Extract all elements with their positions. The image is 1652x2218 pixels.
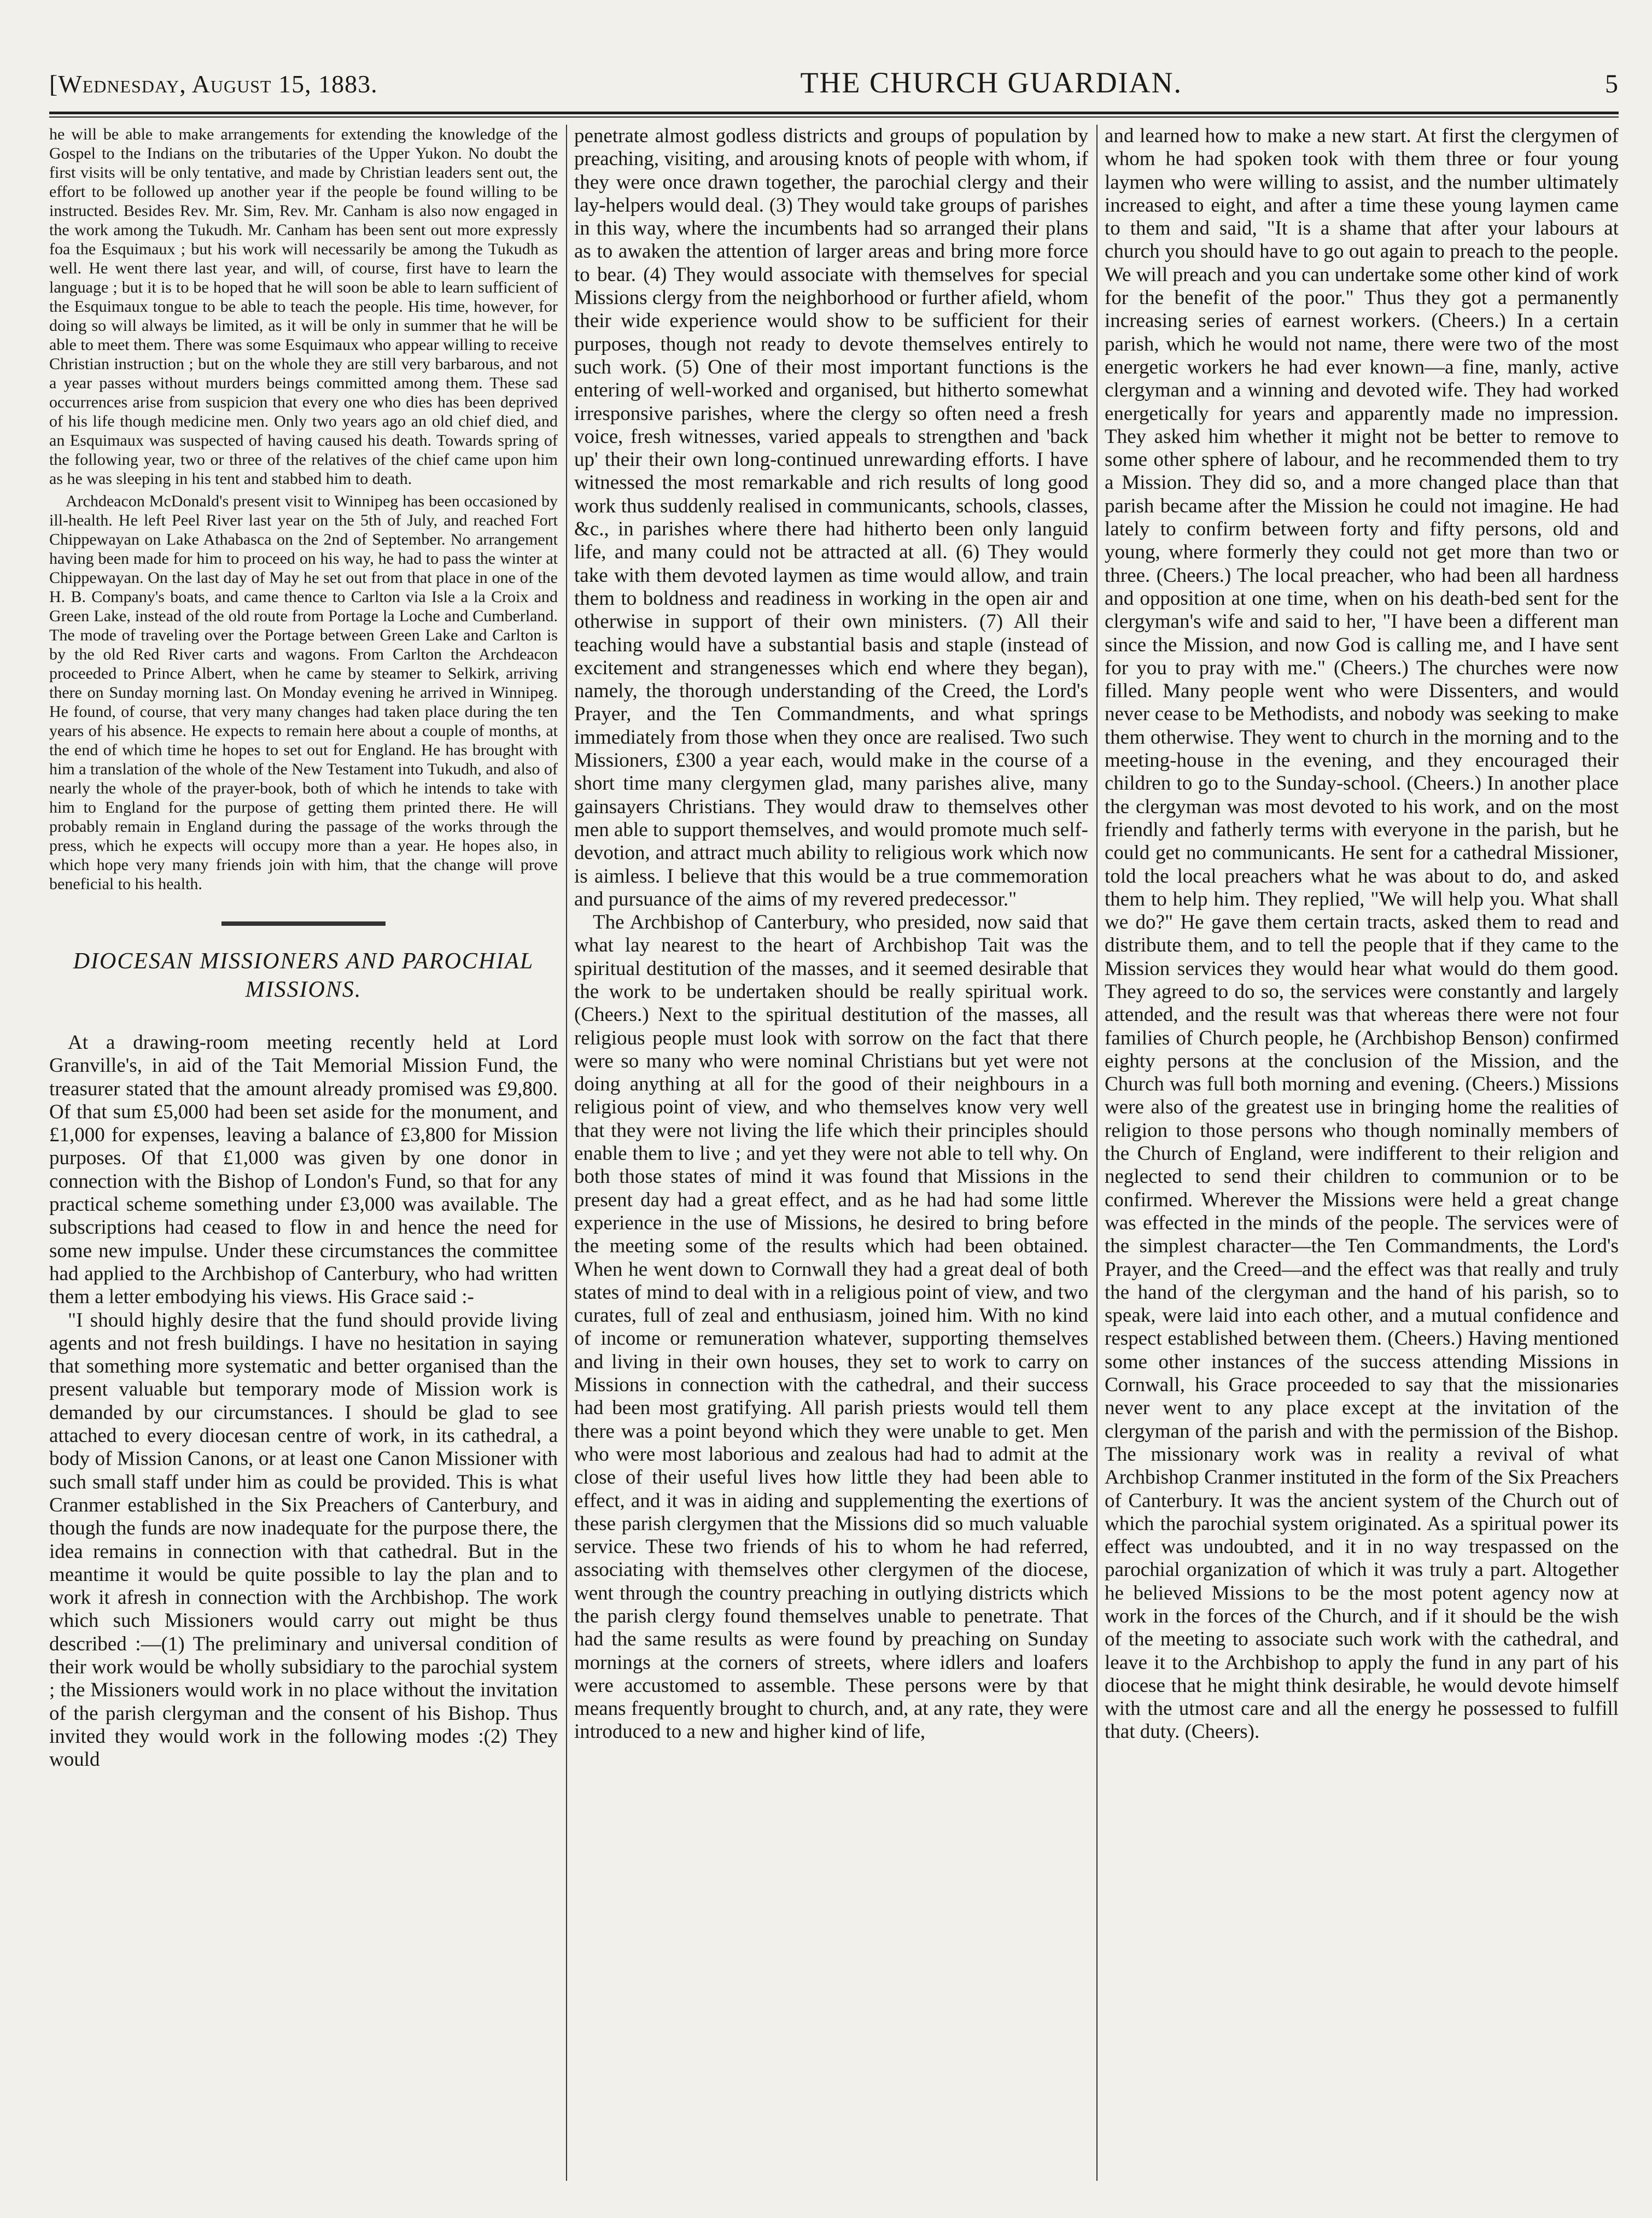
issue-date: [Wednesday, August 15, 1883. bbox=[49, 70, 378, 98]
column-divider bbox=[566, 125, 567, 2181]
paragraph: penetrate almost godless districts and groups of population by preaching, visiting, and arousing knots of people with whom, if they were once drawn together, the parochial clergy and their lay-helpers would deal. (3) They would take groups of parishes in this way, where the incumbents had so arranged their plans as to awaken the attention of larger areas and bring more force to bear. (4) They would associate with themselves for special Missions clergy from the neighborhood or further afield, whom their wide experience would show to be sufficient for their purposes, though not ready to devote themselves entirely to such work. (5) One of their most important functions is the entering of well-worked and organised, but hitherto somewhat irresponsive parishes, where the clergy so often need a fresh voice, fresh witnesses, varied appeals to strengthen and 'back up' their their own long-continued unrewarding efforts. I have witnessed the most remarkable and rich results of long good work thus suddenly realised in communicants, schools, classes, &c., in parishes where there had hitherto been only languid life, and many could not be attracted at all. (6) They would take with them devoted laymen as time would allow, and train them to boldness and readiness in working in the open air and otherwise in support of their own ministers. (7) All their teaching would have a substantial basis and staple (instead of excitement and strangenesses which end where they began), namely, the thorough understanding of the Creed, the Lord's Prayer, and the Ten Commandments, and what springs immediately from those when they once are realised. Two such Missioners, £300 a year each, would make in the course of a short time many clergymen glad, many parishes alive, many gainsayers Christians. They would draw to themselves other men able to support themselves, and would promote much self-devotion, and attract much ability to religious work which now is aimless. I believe that this would be a true commemoration and pursuance of the aims of my revered predecessor." bbox=[574, 125, 1088, 910]
column-1 bbox=[49, 125, 558, 2186]
page-number: 5 bbox=[1605, 69, 1619, 98]
section-divider-ornament bbox=[49, 908, 558, 931]
masthead-rule-thin bbox=[49, 116, 1619, 118]
article-body-continued bbox=[574, 125, 1088, 1744]
yukon-mission-report bbox=[49, 125, 558, 894]
newspaper-title: THE CHURCH GUARDIAN. bbox=[800, 66, 1183, 99]
paragraph: he will be able to make arrangements for extending the knowledge of the Gospel to the Indians on the tributaries of the Upper Yukon. No doubt the first visits will be only tentative, and made by Christian leaders sent out, the effort to be followed up another year if the people be found willing to be instructed. Besides Rev. Mr. Sim, Rev. Mr. Canham is also now engaged in the work among the Tukudh. Mr. Canham has been sent out more expressly foa the Esquimaux ; but his work will necessarily be among the Tukudh as well. He went there last year, and will, of course, first have to learn the language ; but it is to be hoped that he will soon be able to learn sufficient of the Esquimaux tongue to be able to teach the people. His time, however, for doing so will always be limited, as it will be only in summer that he will be able to meet them. There was some Esquimaux who appear willing to receive Christian instruction ; but on the whole they are still very barbarous, and not a year passes without murders beings committed among them. These sad occurrences arise from suspicion that every one who dies has been deprived of his life though medicine men. Only two years ago an old chief died, and an Esquimaux was suspected of having caused his death. Towards spring of the following year, two or three of the relatives of the chief came upon him as he was sleeping in his tent and stabbed him to death. bbox=[49, 125, 558, 488]
article-body-end bbox=[1105, 125, 1619, 1744]
paragraph: At a drawing-room meeting recently held at Lord Granville's, in aid of the Tait Memorial Mission Fund, the treasurer stated that the amount already promised was £9,800. Of that sum £5,000 had been set aside for the monument, and £1,000 for expenses, leaving a balance of £3,800 for Mission purposes. Of that £1,000 was given by one donor in connection with the Bishop of London's Fund, so that for any practical scheme something under £3,000 was available. The subscriptions had ceased to flow in and hence the need for some new impulse. Under these circumstances the committee had applied to the Archbishop of Canterbury, who had written them a letter embodying his views. His Grace said :- bbox=[49, 1031, 558, 1309]
paragraph: "I should highly desire that the fund should provide living agents and not fresh buildings. I have no hesitation in saying that something more systematic and better organised than the present valuable but temporary mode of Mission work is demanded by our circumstances. I should be glad to see attached to every diocesan centre of work, in its cathedral, a body of Mission Canons, or at least one Canon Missioner with such small staff under him as could be provided. This is what Cranmer established in the Six Preachers of Canterbury, and though the funds are now inadequate for the purpose there, the idea remains in connection with that cathedral. But in the meantime it would be quite possible to lay the plan and to work it afresh in connection with the Archbishop. The work which such Missioners would carry out might be thus described :—(1) The preliminary and universal condition of their work would be wholly subsidiary to the parochial system ; the Missioners would work in no place without the invitation of the parish clergyman and the consent of his Bishop. Thus invited they would work in the following modes :(2) They would bbox=[49, 1309, 558, 1771]
masthead-rule bbox=[49, 112, 1619, 114]
paragraph: and learned how to make a new start. At first the clergymen of whom he had spoken took with them three or four young laymen who were willing to assist, and the number ultimately increased to eight, and after a time these young laymen came to them and said, "It is a shame that after your labours at church you should have to go out again to preach to the people. We will preach and you can undertake some other kind of work for the benefit of the poor." Thus they got a permanently increasing series of earnest workers. (Cheers.) In a certain parish, which he would not name, there were two of the most energetic workers he had ever known—a fine, manly, active clergyman and a winning and devoted wife. They had worked energetically for years and apparently made no impression. They asked him whether it might not be better to remove to some other sphere of labour, and he recommended them to try a Mission. They did so, and a more changed place than that parish became after the Mission he could not imagine. He had lately to confirm between forty and fifty persons, old and young, where formerly they could not get more than two or three. (Cheers.) The local preacher, who had been all hardness and opposition at one time, when on his death-bed sent for the clergyman's wife and said to her, "I have been a different man since the Mission, and now God is calling me, and I have sent for you to pray with me." (Cheers.) The churches were now filled. Many people went who were Dissenters, and would never cease to be Methodists, and nobody was seeking to make them otherwise. They went to church in the morning and to the meeting-house in the evening, and they encouraged their children to go to the Sunday-school. (Cheers.) In another place the clergyman was most devoted to his work, and on the most friendly and fatherly terms with everyone in the parish, but he could get no communicants. He sent for a cathedral Missioner, told the local preachers what he was about to do, and asked them to help him. They replied, "We will help you. What shall we do?" He gave them certain tracts, asked them to read and distribute them, and to tell the people that if they came to the Mission services they would hear what would do them good. They agreed to do so, the services were constantly and largely attended, and the result was that whereas there were not four families of Church people, he (Archbishop Benson) confirmed eighty persons at the conclusion of the Mission, and the Church was full both morning and evening. (Cheers.) Missions were also of the greatest use in bringing home the realities of religion to those persons who though nominally members of the Church of England, were indifferent to their religion and neglected to send their children to communion or to be confirmed. Wherever the Missions were held a great change was effected in the minds of the people. The services were of the simplest character—the Ten Commandments, the Lord's Prayer, and the Creed—and the effect was that really and truly the hand of the clergyman and the hand of his parish, so to speak, were laid into each other, and a mutual confidence and respect established between them. (Cheers.) Having mentioned some other instances of the success attending Missions in Cornwall, his Grace proceeded to say that the missionaries never went to any place except at the invitation of the clergyman of the parish and with the permission of the Bishop. The missionary work was in reality a revival of what Archbishop Cranmer instituted in the form of the Six Preachers of Canterbury. It was the ancient system of the Church out of which the parochial system originated. As a spiritual power its effect was undoubted, and it in no way trespassed on the parochial organization of which it was truly a part. Altogether he believed Missions to be the most potent agency now at work in the forces of the Church, and if it should be the wish of the meeting to associate such work with the cathedral, and leave it to the Archbishop to apply the fund in any part of his diocese that he might think desirable, he would devote himself with the utmost care and all the energy he possessed to fulfill that duty. (Cheers). bbox=[1105, 125, 1619, 1743]
masthead bbox=[49, 66, 1619, 104]
column-3 bbox=[1105, 125, 1619, 2186]
newspaper-page bbox=[49, 66, 1619, 2187]
article-heading: DIOCESAN MISSIONERS AND PAROCHIAL MISSIONS. bbox=[73, 949, 534, 1002]
paragraph: Archdeacon McDonald's present visit to Winnipeg has been occasioned by ill-health. He left Peel River last year on the 5th of July, and reached Fort Chippewayan on Lake Athabasca on the 2nd of September. No arrangement having been made for him to proceed on his way, he had to pass the winter at Chippewayan. On the last day of May he set out from that place in one of the H. B. Company's boats, and came thence to Carlton via Isle a la Croix and Green Lake, instead of the old route from Portage la Loche and Cumberland. The mode of traveling over the Portage between Green Lake and Carlton is by the old Red River carts and wagons. From Carlton the Archdeacon proceeded to Prince Albert, when he came by steamer to Selkirk, arriving there on Sunday morning last. On Monday evening he arrived in Winnipeg. He found, of course, that very many changes had taken place during the ten years of his absence. He expects to remain here about a couple of months, at the end of which time he hopes to set out for England. He has brought with him a translation of the whole of the New Testament into Tukudh, and also of nearly the whole of the prayer-book, both of which he intends to take with him to England for the purpose of getting them printed there. He will probably remain in England during the passage of the works through the press, which he expects will occupy more than a year. He hopes also, in which hope very many friends join with him, that the change will prove beneficial to his health. bbox=[49, 492, 558, 893]
column-divider bbox=[1096, 125, 1098, 2181]
paragraph: The Archbishop of Canterbury, who presided, now said that what lay nearest to the heart of Archbishop Tait was the spiritual destitution of the masses, and it seemed desirable that the work to be undertaken should be really spiritual work. (Cheers.) Next to the spiritual destitution of the masses, all religious people must look with sorrow on the fact that there were so many who were nominal Christians but yet were not doing anything at all for the good of their neighbours in a religious point of view, and who themselves know very well that they were not living the life which their principles should enable them to live ; and yet they were not able to tell why. On both those states of mind it was found that Missions in the present day had a great effect, and as he had had some little experience in the use of Missions, he desired to bring before the meeting some of the results which had been obtained. When he went down to Cornwall they had a great deal of both states of mind to deal with in a religious point of view, and two curates, full of zeal and enthusiasm, joined him. With no kind of income or remuneration whatever, supporting themselves and living in their own houses, they set to work to carry on Missions in connection with the cathedral, and their success had been most gratifying. All parish priests would tell them there was a point beyond which they were unable to get. Men who were most laborious and zealous had had to admit at the close of their useful lives how little they had been able to effect, and it was in aiding and supplementing the exertions of these parish clergymen that the Missions did so much valuable service. These two friends of his to whom he had referred, associating with themselves other clergymen of the diocese, went through the country preaching in outlying districts which the parish clergy found themselves unable to penetrate. That had the same results as were found by preaching on Sunday mornings at the corners of streets, where idlers and loafers were accustomed to assemble. These persons were by that means frequently brought to church, and, at any rate, they were introduced to a new and higher kind of life, bbox=[574, 911, 1088, 1743]
article-body-start bbox=[49, 1031, 558, 1772]
column-2 bbox=[574, 125, 1088, 2186]
